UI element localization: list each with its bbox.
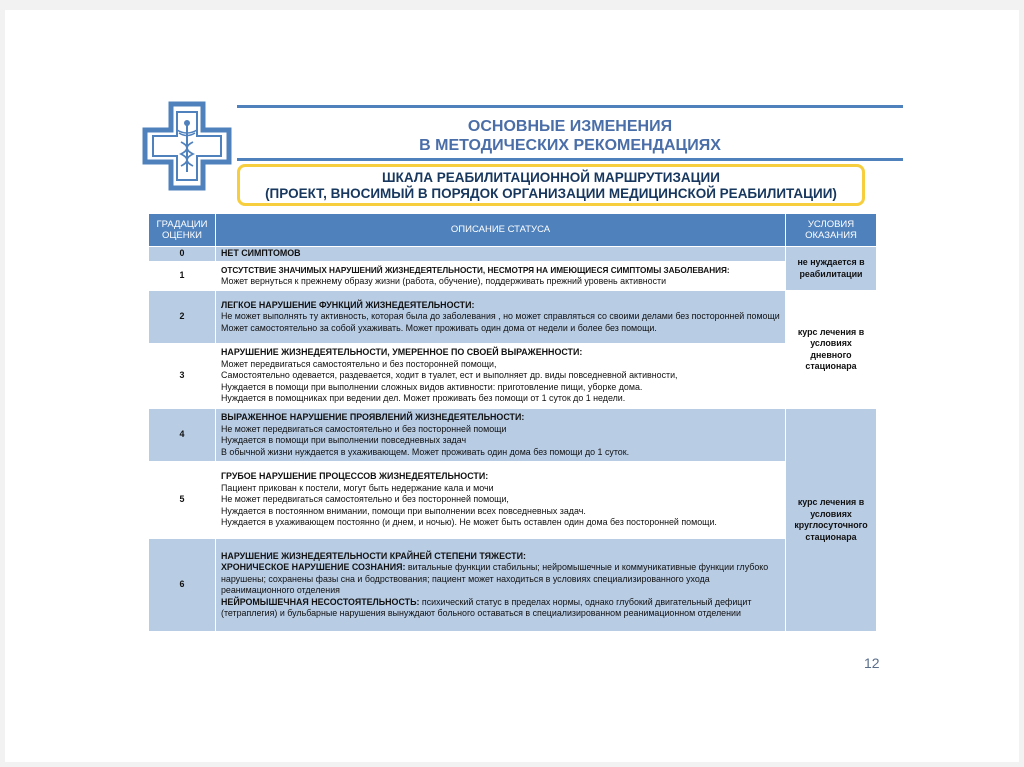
status-heading: ЛЕГКОЕ НАРУШЕНИЕ ФУНКЦИЙ ЖИЗНЕДЕЯТЕЛЬНОСТИ: [221,299,475,310]
status-paragraph-1 [221,562,781,597]
status-line: Нуждается в ухаживающем постоянно (и днем, и ночью). Не может быть оставлен один дома без посторонней помощи. [221,517,717,528]
status-heading: ВЫРАЖЕННОЕ НАРУШЕНИЕ ПРОЯВЛЕНИЙ ЖИЗНЕДЕЯТЕЛЬНОСТИ: [221,412,525,422]
status-line: Самостоятельно одевается, раздевается, ходит в туалет, ест и выполняет др. виды повседневной активности, [221,370,678,381]
status-heading: НАРУШЕНИЕ ЖИЗНЕДЕЯТЕЛЬНОСТИ, УМЕРЕННОЕ ПО СВОЕЙ ВЫРАЖЕННОСТИ: [221,347,583,358]
status-description [216,262,786,291]
title-line-1: ОСНОВНЫЕ ИЗМЕНЕНИЯ [467,118,673,135]
table-row [149,291,877,344]
status-line: Может передвигаться самостоятельно и без посторонней помощи, [221,358,497,369]
title-line-2: В МЕТОДИЧЕСКИХ РЕКОМЕНДАЦИЯХ [419,137,721,154]
header-description: ОПИСАНИЕ СТАТУСА [216,214,786,247]
header-conditions [786,214,877,247]
table-row [149,539,877,632]
top-rule [237,105,903,108]
status-line: Не может передвигаться самостоятельно и без посторонней помощи, [221,494,509,505]
status-line: Может самостоятельно за собой ухаживать. Может проживать один дома от недели и более без помощи. [221,322,657,333]
table-row [149,462,877,539]
header-cond-line-2: ОКАЗАНИЯ [805,230,857,241]
table-header-row [149,214,877,247]
subtitle-line-1: ШКАЛА РЕАБИЛИТАЦИОННОЙ МАРШРУТИЗАЦИИ [382,170,720,185]
header-grade [149,214,216,247]
table-row [149,344,877,409]
status-heading: ГРУБОЕ НАРУШЕНИЕ ПРОЦЕССОВ ЖИЗНЕДЕЯТЕЛЬНОСТИ: [221,471,489,482]
status-heading: НЕТ СИМПТОМОВ [216,247,786,262]
status-line: В обычной жизни нуждается в ухаживающем. Может проживать один дома без помощи до 1 суток. [221,446,630,457]
rehab-scale-table [148,213,877,632]
status-heading: НАРУШЕНИЕ ЖИЗНЕДЕЯТЕЛЬНОСТИ КРАЙНЕЙ СТЕПЕНИ ТЯЖЕСТИ: [221,550,526,561]
header-cond-line-1: УСЛОВИЯ [807,218,855,230]
status-description [216,344,786,409]
grade-cell: 5 [149,462,216,539]
subtitle-box [237,164,865,206]
grade-cell: 1 [149,262,216,291]
status-line: Не может передвигаться самостоятельно и без посторонней помощи [221,423,507,434]
table-row [149,247,877,262]
grade-cell: 0 [149,247,216,262]
condition-cell: не нуждается в реабилитации [786,247,877,291]
status-text: витальные функции стабильны; нейромышечные и коммуникативные функции глубоко нарушены; сохранены фазы сна и бодрствования; пациент может находиться в условиях специализированного ухода реанимационного отделения [221,562,769,595]
table-row [149,409,877,462]
medical-cross-caduceus-icon [141,100,233,192]
status-line: Пациент прикован к постели, могут быть недержание кала и мочи [221,482,494,493]
status-heading: ОТСУТСТВИЕ ЗНАЧИМЫХ НАРУШЕНИЙ ЖИЗНЕДЕЯТЕЛЬНОСТИ, НЕСМОТРЯ НА ИМЕЮЩИЕСЯ СИМПТОМЫ ЗАБОЛЕВАНИЯ: [221,265,730,275]
condition-cell: курс лечения в условиях круглосуточного стационара [786,409,877,632]
header-grade-line-1: ГРАДАЦИИ [156,218,208,230]
status-line: Нуждается в помощи при выполнении повседневных задач [221,435,467,445]
status-paragraph-2 [221,597,781,620]
status-text: психический статус в пределах нормы, однако глубокий двигательный дефицит (тетраплегия) и бульбарные нарушения вынуждают больного оставаться в специализированном реанимационном отделении [221,596,752,618]
grade-cell: 6 [149,539,216,632]
header-grade-line-2: ОЦЕНКИ [162,230,202,241]
grade-cell: 4 [149,409,216,462]
page-title [237,117,903,155]
table-row [149,262,877,291]
grade-cell: 3 [149,344,216,409]
subtitle-line-2: (ПРОЕКТ, ВНОСИМЫЙ В ПОРЯДОК ОРГАНИЗАЦИИ МЕДИЦИНСКОЙ РЕАБИЛИТАЦИИ) [265,186,837,201]
status-line: Может вернуться к прежнему образу жизни (работа, обучение), поддерживать прежний уровень активности [221,276,667,286]
grade-cell: 2 [149,291,216,344]
status-description [216,462,786,539]
status-line: Нуждается в помощи при выполнении сложных видов активности: приготовление пищи, уборке дома. [221,381,643,392]
status-line: Нуждается в помощниках при ведении дел. Может проживать без помощи от 1 суток до 1 недели. [221,393,626,404]
status-description [216,409,786,462]
status-label: ХРОНИЧЕСКОЕ НАРУШЕНИЕ СОЗНАНИЯ: [221,562,406,572]
status-line: Нуждается в постоянном внимании, помощи при выполнении всех повседневных задач. [221,505,586,516]
bottom-rule [237,158,903,161]
status-line: Не может выполнять ту активность, которая была до заболевания , но может справляться со своими делами без посторонней помощи [221,311,780,322]
condition-cell: курс лечения в условиях дневного стационара [786,291,877,409]
slide [5,10,1019,762]
page-number: 12 [864,655,880,671]
status-description [216,291,786,344]
status-description [216,539,786,632]
status-label: НЕЙРОМЫШЕЧНАЯ НЕСОСТОЯТЕЛЬНОСТЬ: [221,596,420,607]
